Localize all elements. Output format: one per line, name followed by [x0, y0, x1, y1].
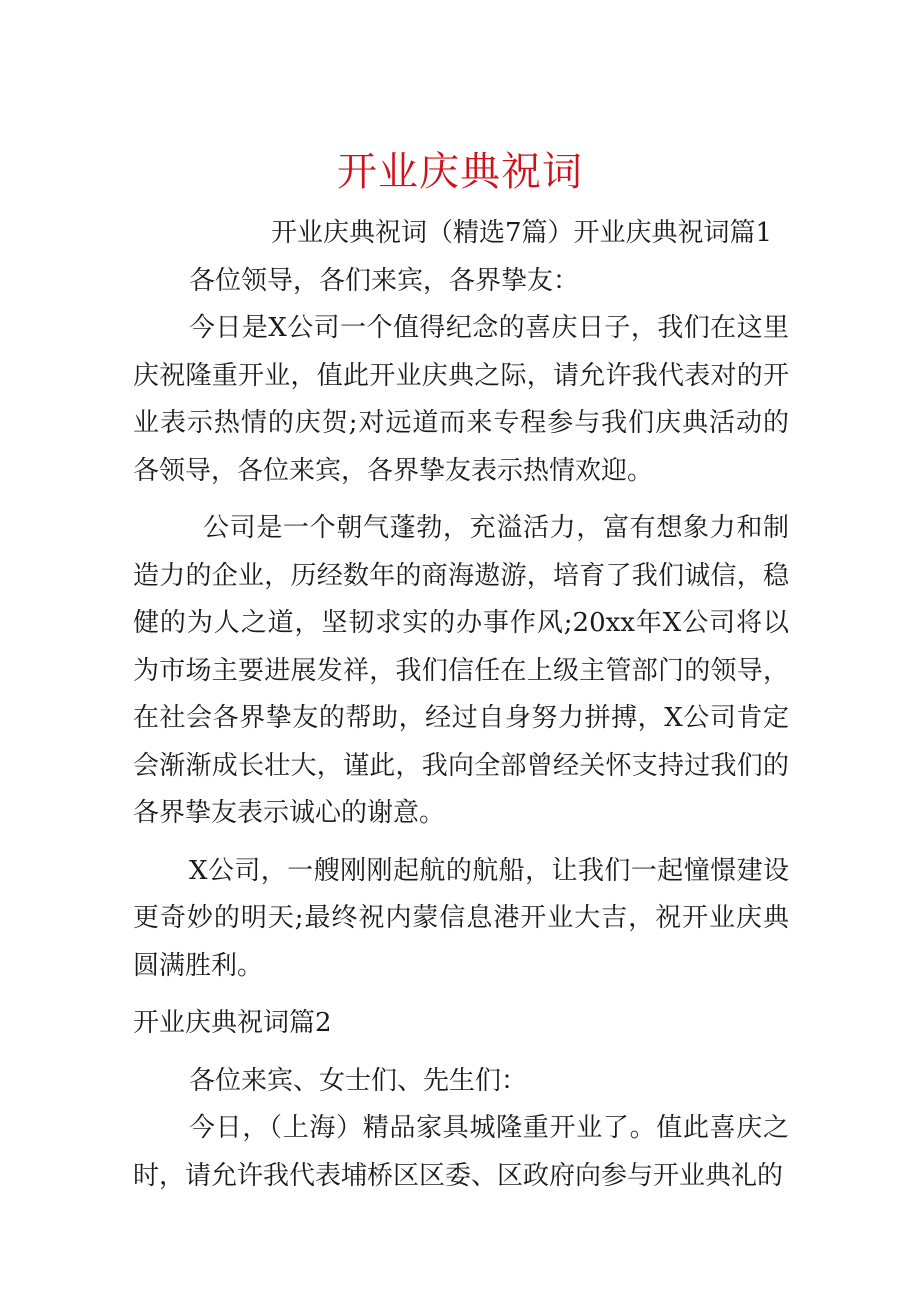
- paragraph-greeting: 各位领导，各们来宾，各界挚友：: [189, 265, 580, 296]
- document-subtitle: 开业庆典祝词（精选7篇）开业庆典祝词篇1: [271, 218, 773, 248]
- paragraph-3: X公司，一艘刚刚起航的航船，让我们一起憧憬建设更奇妙的明天;最终祝内蒙信息港开业大吉，祝开业庆典圆满胜利。: [133, 855, 789, 981]
- paragraph-4: 今日，（上海）精品家具城隆重开业了。值此喜庆之时，请允许我代表埔桥区区委、区政府向参与开业典礼的: [133, 1113, 789, 1191]
- section-heading-2: 开业庆典祝词篇2: [133, 1008, 332, 1038]
- document-title: 开业庆典祝词: [337, 149, 583, 195]
- document-body: [133, 210, 789, 1200]
- paragraph-2: 公司是一个朝气蓬勃，充溢活力，富有想象力和制造力的企业，历经数年的商海遨游，培育了我们诚信，稳健的为人之道，坚韧求实的办事作风;20xx年X公司将以为市场主要进展发祥，我们信任在上级主管部门的领导，在社会各界挚友的帮助，经过自身努力拼搏，X公司肯定会渐渐成长壮大，谨此，我向全部曾经关怀支持过我们的各界挚友表示诚心的谢意。: [133, 513, 789, 828]
- paragraph-greeting-2: 各位来宾、女士们、先生们：: [189, 1065, 528, 1096]
- paragraph-1: 今日是X公司一个值得纪念的喜庆日子，我们在这里庆祝隆重开业，值此开业庆典之际，请允许我代表对的开业表示热情的庆贺;对远道而来专程参与我们庆典活动的各领导，各位来宾，各界挚友表示热情欢迎。: [133, 313, 789, 486]
